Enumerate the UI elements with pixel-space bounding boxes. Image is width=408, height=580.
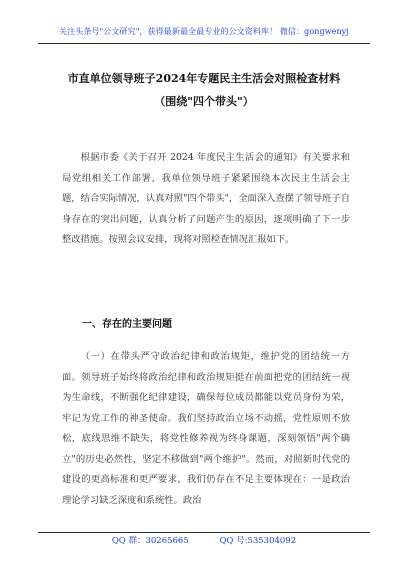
body-paragraph: （一）在带头严守政治纪律和政治规矩，维护党的团结统一方面。领导班子始终将政治纪律和政治规矩挺在前面把党的团结统一视为生命线，不断强化纪律建设，确保每位成员都能以党员身份为荣，牢记为党工作的神圣使命。我们坚持政治立场不动摇，党性原则不放松，底线思维不缺失，将党性修养视为终身课题，深刻领悟"两个确立"的历史必然性，坚定不移做到"两个维护"。然而，对照新时代党的建设的更高标准和更严要求，我们仍存在不足主要体现在：一是政治理论学习缺乏深度和系统性。政治 bbox=[62, 351, 350, 506]
header-divider bbox=[38, 43, 370, 44]
section-heading: 一、存在的主要问题 bbox=[82, 319, 172, 330]
intro-paragraph: 根据市委《关于召开 2024 年度民主生活会的通知》有关要求和局党组相关工作部署，我单位领导班子紧紧围绕本次民主生活会主题，结合实际情况，认真对照"四个带头"，全面深入查摆了领导班子自身存在的突出问题，认真分析了问题产生的原因，逐项明确了下一步整改措施。按照会议安排，现将对照检查情况汇报如下。 bbox=[62, 152, 350, 245]
footer-qq-group: QQ 群：30265665 bbox=[111, 536, 189, 546]
footer-divider bbox=[38, 532, 370, 533]
header-promo-note: 关注头条号"公文研究"，获得最新最全最专业的公文资料库！ 微信：gongwenyj bbox=[59, 27, 349, 36]
document-title: 市直单位领导班子2024年专题民主生活会对照检查材料 bbox=[67, 72, 341, 85]
document-subtitle: （围绕"四个带头"） bbox=[154, 95, 254, 108]
footer-contacts bbox=[0, 534, 408, 546]
footer-qq-number: QQ 号:535304092 bbox=[219, 536, 297, 546]
